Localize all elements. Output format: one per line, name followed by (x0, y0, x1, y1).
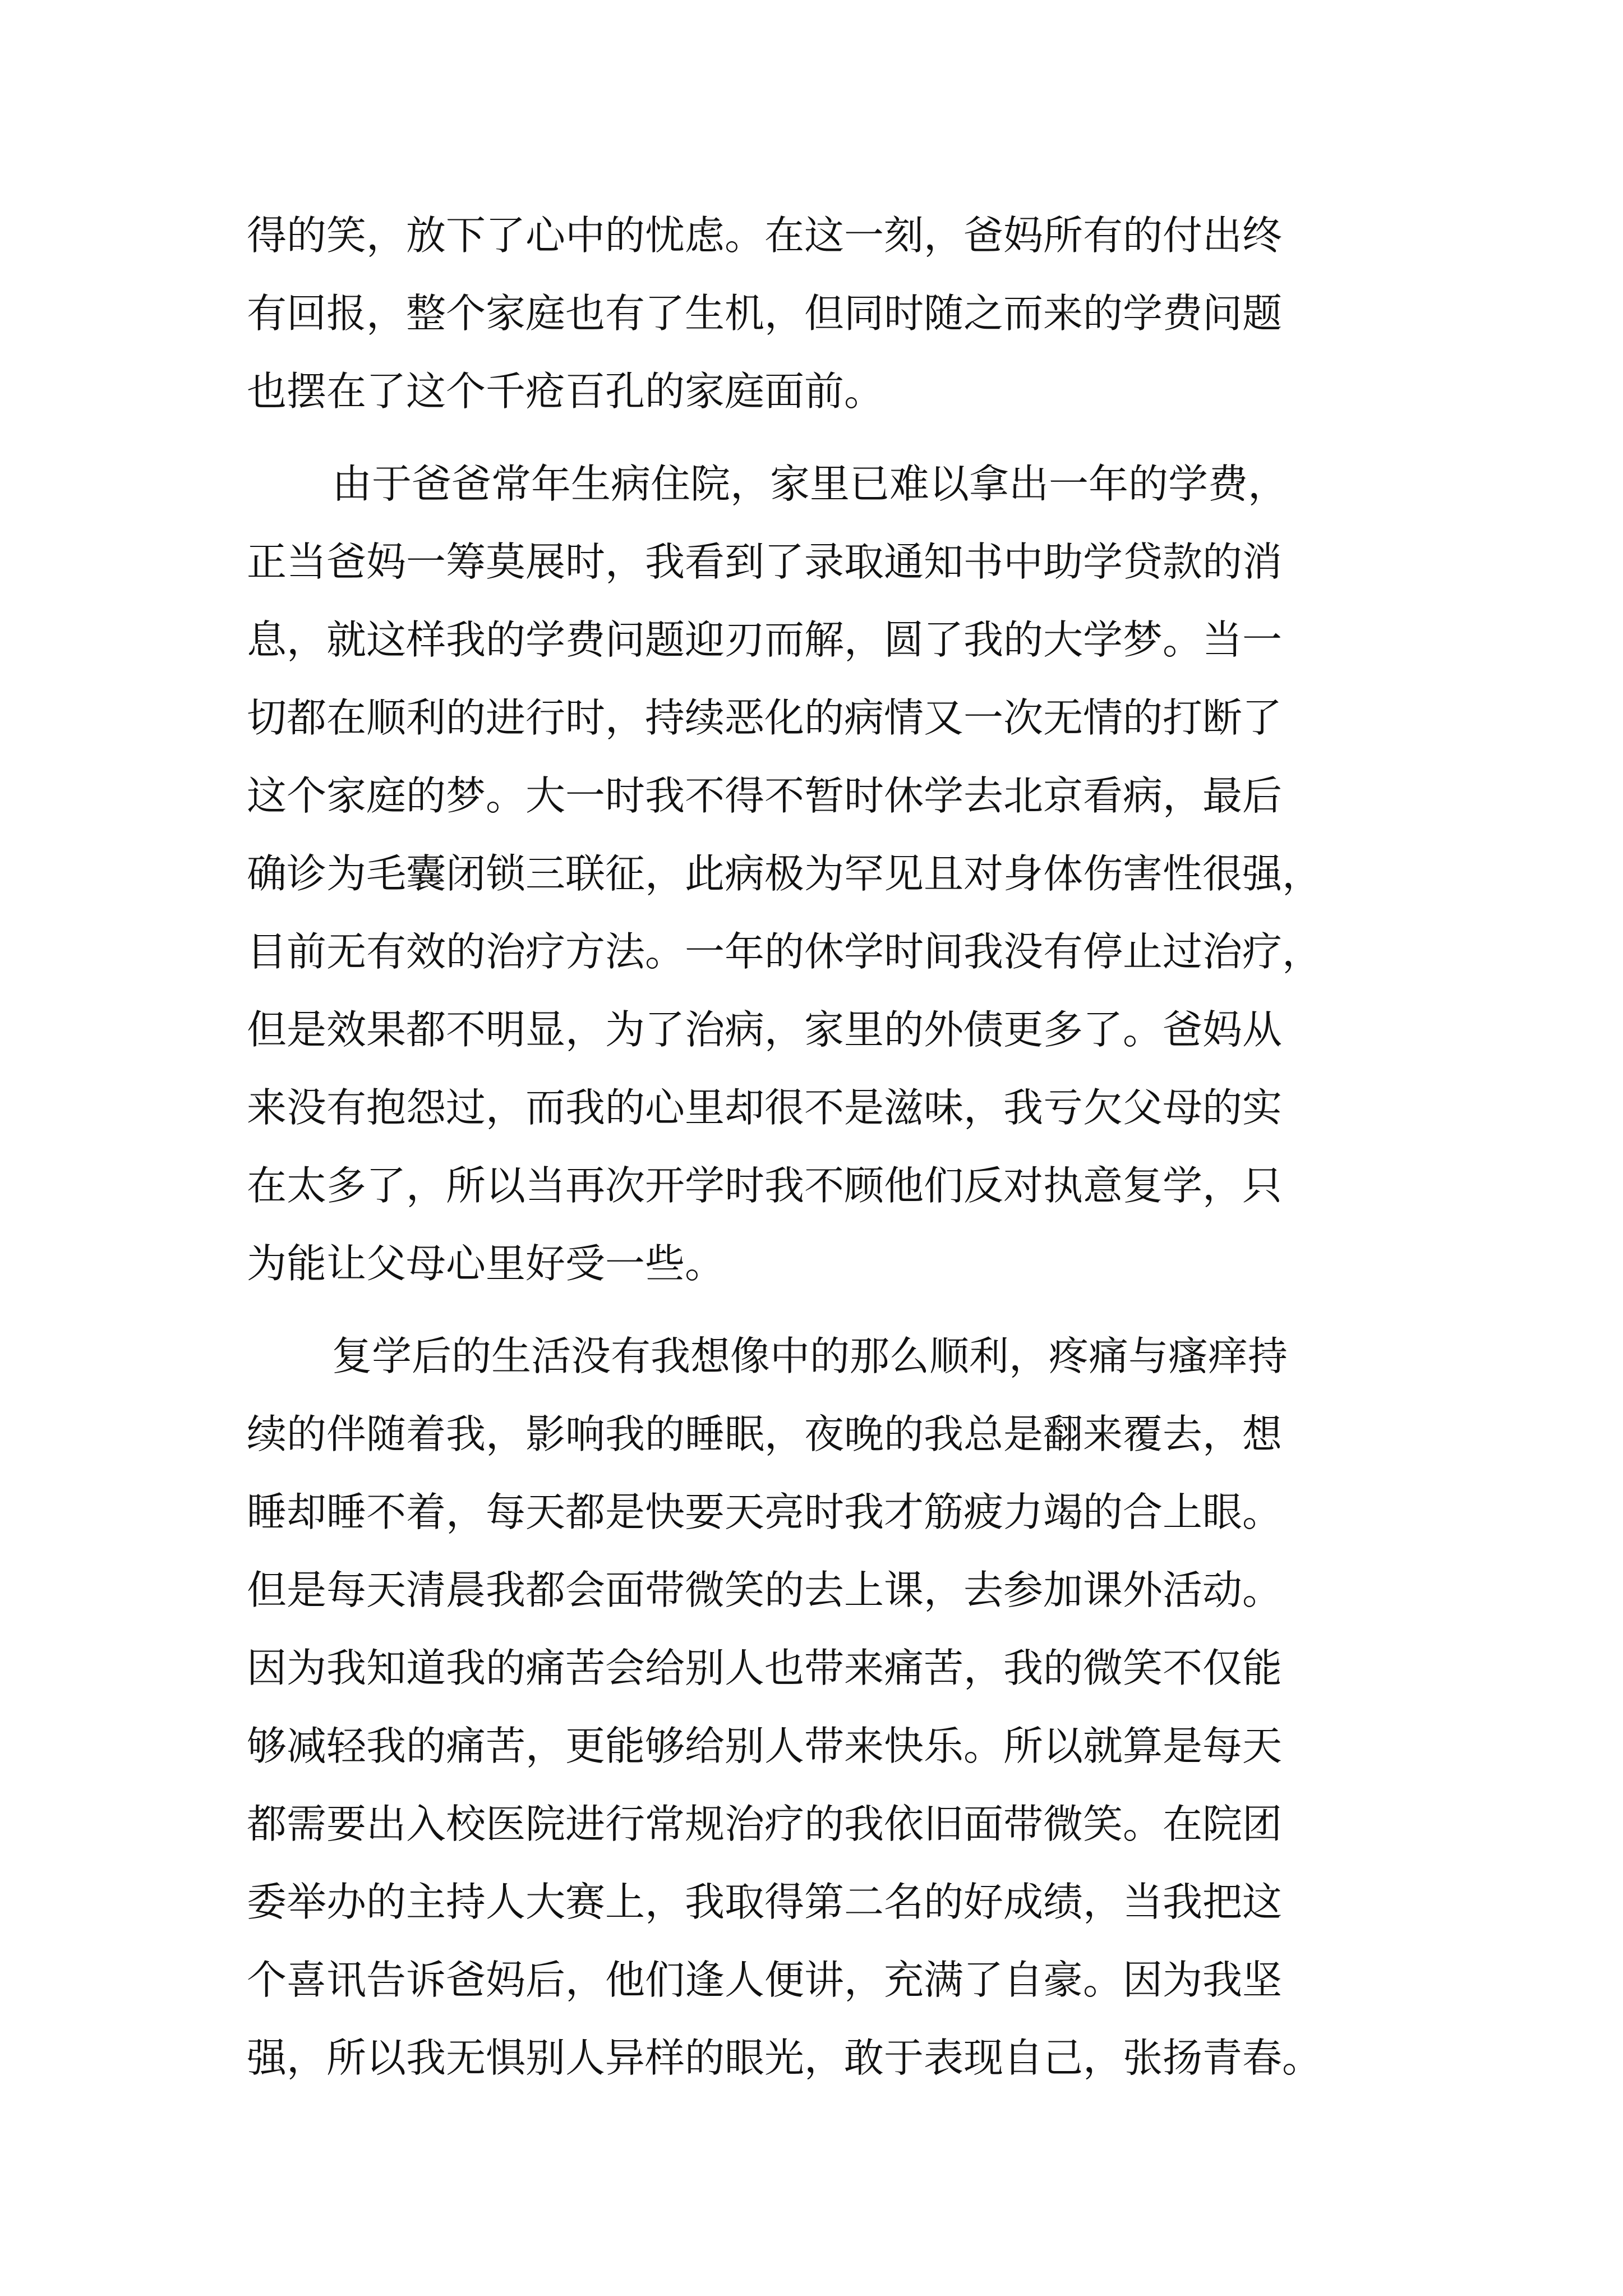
text-line: 来没有抱怨过，而我的心里却很不是滋味，我亏欠父母的实 (247, 1084, 1283, 1131)
text-line: 够减轻我的痛苦，更能够给别人带来快乐。所以就算是每天 (247, 1723, 1283, 1769)
paragraph-spacer (247, 1303, 1402, 1317)
text-line: 得的笑，放下了心中的忧虑。在这一刻，爸妈所有的付出终 (247, 212, 1283, 259)
text-line: 都需要出入校医院进行常规治疗的我依旧面带微笑。在院团 (247, 1801, 1283, 1847)
text-line: 正当爸妈一筹莫展时，我看到了录取通知书中助学贷款的消 (247, 539, 1283, 585)
text-line: 但是效果都不明显，为了治病，家里的外债更多了。爸妈从 (247, 1006, 1283, 1053)
paragraph-1 (247, 196, 1402, 430)
text-line: 委举办的主持人大赛上，我取得第二名的好成绩，当我把这 (247, 1879, 1283, 1925)
text-line: 也摆在了这个千疮百孔的家庭面前。 (247, 368, 884, 415)
paragraph-spacer (247, 430, 1402, 445)
text-line: 但是每天清晨我都会面带微笑的去上课，去参加课外活动。 (247, 1567, 1283, 1613)
text-line: 目前无有效的治疗方法。一年的休学时间我没有停止过治疗， (247, 928, 1322, 975)
paragraph-3 (247, 1317, 1402, 2097)
text-line: 由于爸爸常年生病住院，家里已难以拿出一年的学费， (332, 461, 1288, 507)
document-body (247, 196, 1402, 2097)
text-line: 强，所以我无惧别人异样的眼光，敢于表现自己，张扬青春。 (247, 2035, 1322, 2081)
text-line: 睡却睡不着，每天都是快要天亮时我才筋疲力竭的合上眼。 (247, 1489, 1283, 1535)
text-line: 在太多了，所以当再次开学时我不顾他们反对执意复学，只 (247, 1162, 1283, 1209)
text-line: 息，就这样我的学费问题迎刃而解，圆了我的大学梦。当一 (247, 616, 1283, 663)
paragraph-2 (247, 445, 1402, 1303)
text-line: 续的伴随着我，影响我的睡眠，夜晚的我总是翻来覆去，想 (247, 1411, 1283, 1457)
text-line: 这个家庭的梦。大一时我不得不暂时休学去北京看病，最后 (247, 772, 1283, 819)
text-line: 复学后的生活没有我想像中的那么顺利，疼痛与瘙痒持 (332, 1333, 1288, 1379)
text-line: 确诊为毛囊闭锁三联征，此病极为罕见且对身体伤害性很强， (247, 850, 1322, 897)
text-line: 个喜讯告诉爸妈后，他们逢人便讲，充满了自豪。因为我坚 (247, 1957, 1283, 2003)
text-line: 因为我知道我的痛苦会给别人也带来痛苦，我的微笑不仅能 (247, 1645, 1283, 1691)
text-line: 有回报，整个家庭也有了生机，但同时随之而来的学费问题 (247, 290, 1283, 337)
text-line: 为能让父母心里好受一些。 (247, 1240, 725, 1287)
text-line: 切都在顺利的进行时，持续恶化的病情又一次无情的打断了 (247, 694, 1283, 741)
